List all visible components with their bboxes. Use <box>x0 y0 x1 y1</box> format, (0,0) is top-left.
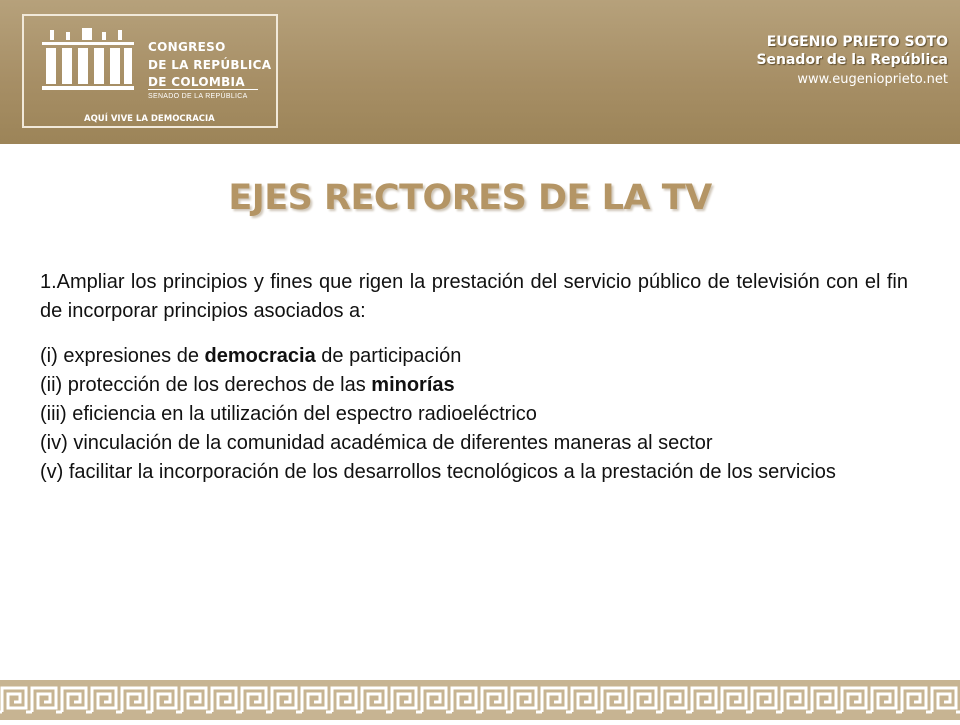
logo-line-1: CONGRESO <box>148 40 226 54</box>
slide-title: EJES RECTORES DE LA TV <box>228 178 712 218</box>
item-text: (ii) protección de los derechos de las <box>40 374 372 396</box>
logo-tagline: AQUÍ VIVE LA DEMOCRACIA <box>84 114 215 124</box>
list-item <box>40 371 908 400</box>
capitol-icon <box>40 28 136 92</box>
list-item <box>40 342 908 371</box>
logo-divider <box>148 89 258 90</box>
logo-line-3: DE COLOMBIA <box>148 75 245 89</box>
senator-website[interactable]: www.eugenioprieto.net <box>797 72 948 87</box>
list-item <box>40 458 908 487</box>
item-emphasis: minorías <box>371 374 455 396</box>
greek-key-border <box>0 680 960 720</box>
congress-logo <box>22 14 278 128</box>
slide-body <box>40 268 908 487</box>
senator-role: Senador de la República <box>756 52 948 68</box>
logo-line-2: DE LA REPÚBLICA <box>148 58 272 72</box>
item-text: (iv) vinculación de la comunidad académica de diferentes maneras al sector <box>40 432 713 454</box>
item-text: de participación <box>315 345 462 367</box>
item-text: (v) facilitar la incorporación de los desarrollos tecnológicos a la prestación de los servicios <box>40 461 836 483</box>
senator-info <box>756 33 948 91</box>
item-text: (iii) eficiencia en la utilización del espectro radioeléctrico <box>40 403 537 425</box>
intro-paragraph: 1.Ampliar los principios y fines que rigen la prestación del servicio público de televisión con el fin de incorporar principios asociados a: <box>40 271 908 322</box>
greek-key-pattern-icon <box>0 680 960 720</box>
list-item <box>40 429 908 458</box>
item-emphasis: democracia <box>204 345 316 367</box>
header-banner <box>0 0 960 144</box>
item-text: (i) expresiones de <box>40 345 205 367</box>
logo-line-4: SENADO DE LA REPÚBLICA <box>148 93 248 100</box>
senator-name: EUGENIO PRIETO SOTO <box>766 34 948 50</box>
list-item <box>40 400 908 429</box>
